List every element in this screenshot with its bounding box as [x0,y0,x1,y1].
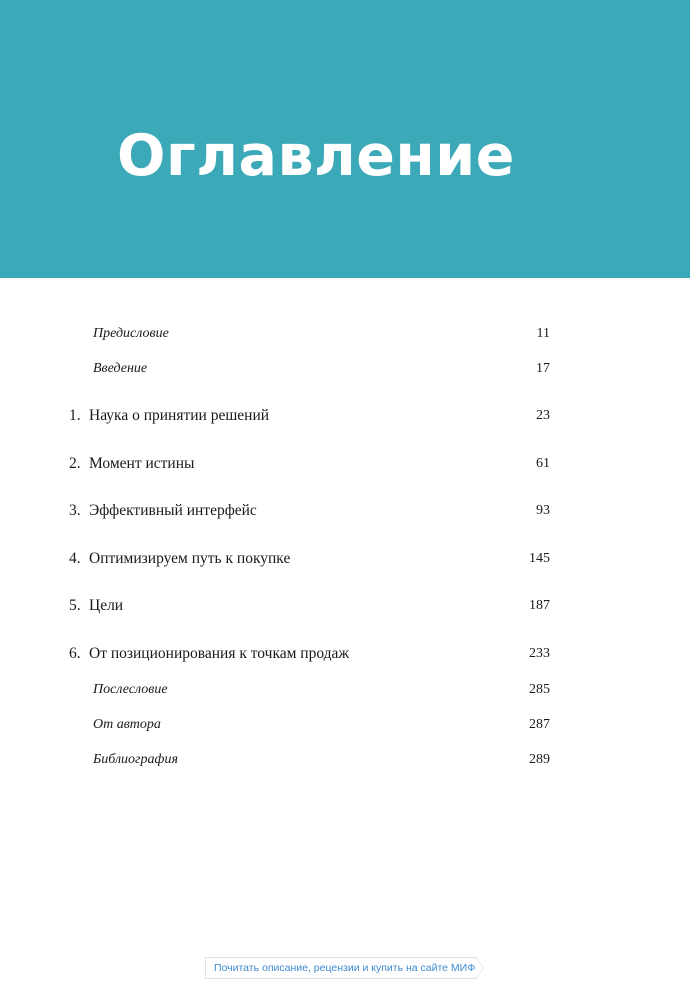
toc-entry-number: 4. [69,550,81,567]
toc-entry-bibliography [0,748,690,772]
toc-entry-title: От автора [93,717,161,732]
header-banner [0,0,690,278]
toc-entry-page: 289 [529,752,550,767]
toc-entry-title: Послесловие [93,682,168,697]
toc-entry-chapter-3 [0,499,690,523]
toc-entry-chapter-4 [0,547,690,571]
toc-entry-page: 145 [529,551,550,566]
toc-entry-title: Введение [93,361,148,376]
toc-entry-page: 93 [536,503,550,518]
toc-entry-chapter-5 [0,594,690,618]
toc-entry-number: 6. [69,645,81,662]
toc-entry-chapter-1 [0,404,690,428]
link-arrow-shape-inner [476,958,483,978]
toc-entry-title: Эффективный интерфейс [89,502,257,519]
toc-entry-title: Оптимизируем путь к покупке [89,550,291,567]
toc-entry-page: 187 [529,598,550,613]
toc-entry-page: 11 [536,326,550,341]
toc-entry-page: 233 [529,646,550,661]
toc-entry-number: 1. [69,407,81,424]
toc-entry-title: Момент истины [89,455,195,472]
toc-entry-page: 285 [529,682,550,697]
toc-entry-chapter-6 [0,642,690,666]
toc-entry-title: Предисловие [93,326,169,341]
toc-entry-preface [0,322,690,346]
toc-entry-number: 5. [69,597,81,614]
toc-entry-from-author [0,713,690,737]
toc-entry-title: От позиционирования к точкам продаж [89,645,350,662]
toc-entry-page: 287 [529,717,550,732]
toc-entry-afterword [0,678,690,702]
toc-entry-title: Цели [89,597,124,614]
toc-entry-page: 23 [536,408,550,423]
toc-entry-number: 2. [69,455,81,472]
toc-entry-title: Наука о принятии решений [89,407,270,424]
publisher-site-link[interactable]: Почитать описание, рецензии и купить на сайте МИФа [205,957,477,979]
toc-entry-page: 61 [536,456,550,471]
toc-entry-introduction [0,357,690,381]
toc-entry-chapter-2 [0,452,690,476]
toc-entry-title: Библиография [93,752,178,767]
toc-entry-page: 17 [536,361,550,376]
toc-entry-number: 3. [69,502,81,519]
page-title: Оглавление [117,123,515,189]
